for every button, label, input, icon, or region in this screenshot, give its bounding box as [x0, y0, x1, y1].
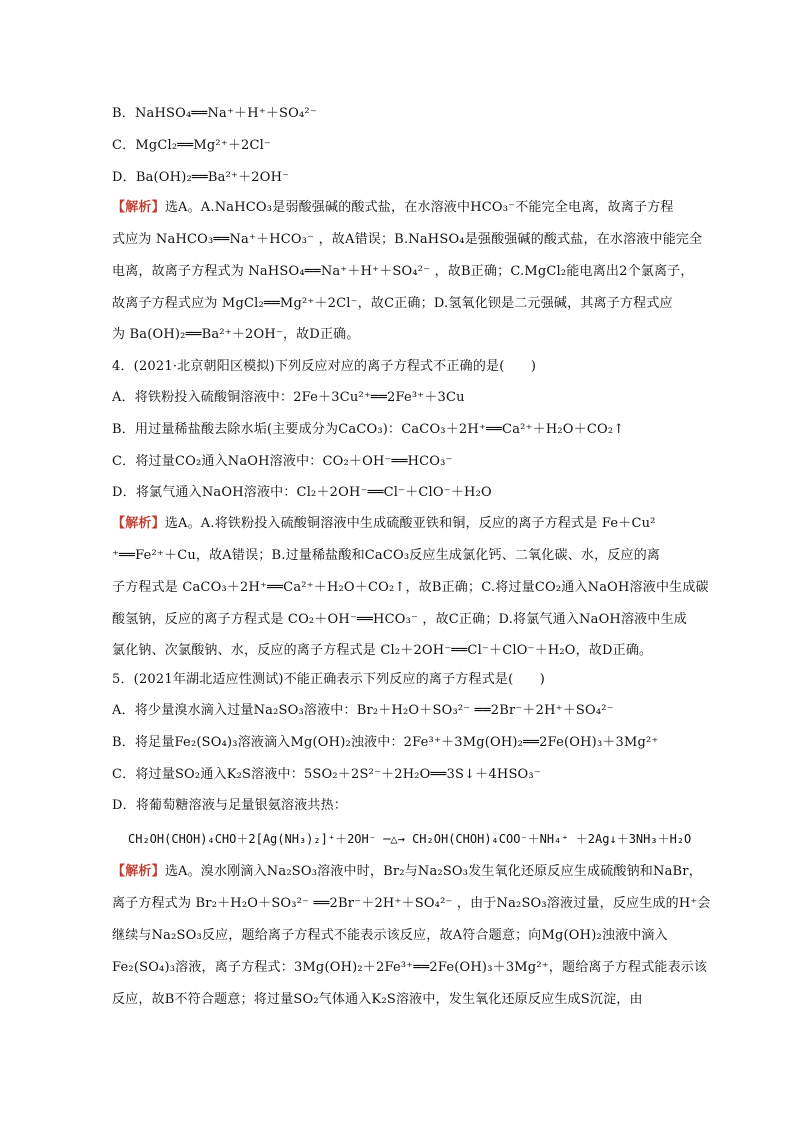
text-line: 反应，故B不符合题意；将过量SO₂气体通入K₂S溶液中，发生氧化还原反应生成S沉淀，由 [112, 992, 643, 1007]
option-d-line: D．Ba(OH)₂══Ba²⁺＋2OH⁻ [112, 170, 290, 185]
text-line: 离子方程式为 Br₂＋H₂O＋SO₃²⁻ ══2Br⁻＋2H⁺＋SO₄²⁻ ，由于Na₂SO₃溶液过量，反应生成的H⁺会 [112, 896, 711, 911]
option-c-line: C．将过量CO₂通入NaOH溶液中：CO₂＋OH⁻══HCO₃⁻ [112, 454, 453, 469]
analysis-tag: 【解析】 [112, 516, 165, 531]
text-line: 继续与Na₂SO₃反应，题给离子方程式不能表示该反应，故A符合题意；向Mg(OH)₂浊液中滴入 [112, 928, 668, 943]
option-a-line: A．将少量溴水滴入过量Na₂SO₃溶液中：Br₂＋H₂O＋SO₃²⁻ ══2Br⁻＋2H⁺＋SO₄²⁻ [112, 703, 614, 718]
option-b-line: B．用过量稀盐酸去除水垢(主要成分为CaCO₃)：CaCO₃＋2H⁺══Ca²⁺＋H₂O＋CO₂↑ [112, 422, 625, 437]
text-line: 氯化钠、次氯酸钠、水，反应的离子方程式是 Cl₂＋2OH⁻══Cl⁻＋ClO⁻＋H₂O，故D正确。 [112, 643, 653, 658]
text-line: Fe₂(SO₄)₃溶液，离子方程式：3Mg(OH)₂＋2Fe³⁺══2Fe(OH)₃＋3Mg²⁺，题给离子方程式能表示该 [112, 960, 708, 975]
text-line: 为 Ba(OH)₂══Ba²⁺＋2OH⁻，故D正确。 [112, 327, 360, 342]
option-b-line: B．NaHSO₄══Na⁺＋H⁺＋SO₄²⁻ [112, 106, 317, 121]
question-4-stem: 4．(2021·北京朝阳区模拟)下列反应对应的离子方程式不正确的是( ) [112, 359, 537, 374]
option-a-line: A．将铁粉投入硫酸铜溶液中：2Fe＋3Cu²⁺══2Fe³⁺＋3Cu [112, 390, 465, 405]
option-d-line: D．将葡萄糖溶液与足量银氨溶液共热： [112, 798, 348, 813]
analysis-line: 【解析】选A。A.将铁粉投入硫酸铜溶液中生成硫酸亚铁和铜，反应的离子方程式是 Fe＋Cu² [112, 516, 656, 531]
option-c-line: C．MgCl₂══Mg²⁺＋2Cl⁻ [112, 138, 272, 153]
option-b-line: B．将足量Fe₂(SO₄)₃溶液滴入Mg(OH)₂浊液中：2Fe³⁺＋3Mg(OH)₂══2Fe(OH)₃＋3Mg²⁺ [112, 735, 659, 750]
text-line: 电离，故离子方程式为 NaHSO₄══Na⁺＋H⁺＋SO₄²⁻ ，故B正确；C.MgCl₂能电离出2个氯离子， [112, 264, 694, 279]
equation-line: CH₂OH(CHOH)₄CHO＋2[Ag(NH₃)₂]⁺＋2OH⁻ ─△→ CH₂OH(CHOH)₄COO⁻＋NH₄⁺ ＋2Ag↓＋3NH₃＋H₂O [128, 832, 692, 846]
text-line: ⁺══Fe²⁺＋Cu，故A错误；B.过量稀盐酸和CaCO₃反应生成氯化钙、二氧化碳、水，反应的离 [112, 548, 661, 563]
text-line: 式应为 NaHCO₃══Na⁺＋HCO₃⁻ ，故A错误；B.NaHSO₄是强酸强碱的酸式盐，在水溶液中能完全 [112, 232, 703, 247]
question-5-stem: 5．(2021年湖北适应性测试)不能正确表示下列反应的离子方程式是( ) [112, 672, 546, 687]
text-line: 酸氢钠，反应的离子方程式是 CO₂＋OH⁻══HCO₃⁻ ，故C正确；D.将氯气通入NaOH溶液中生成 [112, 612, 687, 627]
analysis-line: 【解析】选A。A.NaHCO₃是弱酸强碱的酸式盐，在水溶液中HCO₃⁻不能完全电离，故离子方程 [112, 200, 674, 215]
option-d-line: D．将氯气通入NaOH溶液中：Cl₂＋2OH⁻══Cl⁻＋ClO⁻＋H₂O [112, 485, 492, 500]
text-line: 子方程式是 CaCO₃＋2H⁺══Ca²⁺＋H₂O＋CO₂↑，故B正确；C.将过量CO₂通入NaOH溶液中生成碳 [112, 580, 709, 595]
option-c-line: C．将过量SO₂通入K₂S溶液中：5SO₂＋2S²⁻＋2H₂O══3S↓＋4HSO₃⁻ [112, 767, 541, 782]
analysis-tag: 【解析】 [112, 200, 165, 215]
text-line: 故离子方程式应为 MgCl₂══Mg²⁺＋2Cl⁻，故C正确；D.氢氧化钡是二元强碱，其离子方程式应 [112, 296, 673, 311]
analysis-line: 【解析】选A。溴水刚滴入Na₂SO₃溶液中时，Br₂与Na₂SO₃发生氧化还原反应生成硫酸钠和NaBr， [112, 864, 702, 879]
analysis-tag: 【解析】 [112, 864, 165, 879]
